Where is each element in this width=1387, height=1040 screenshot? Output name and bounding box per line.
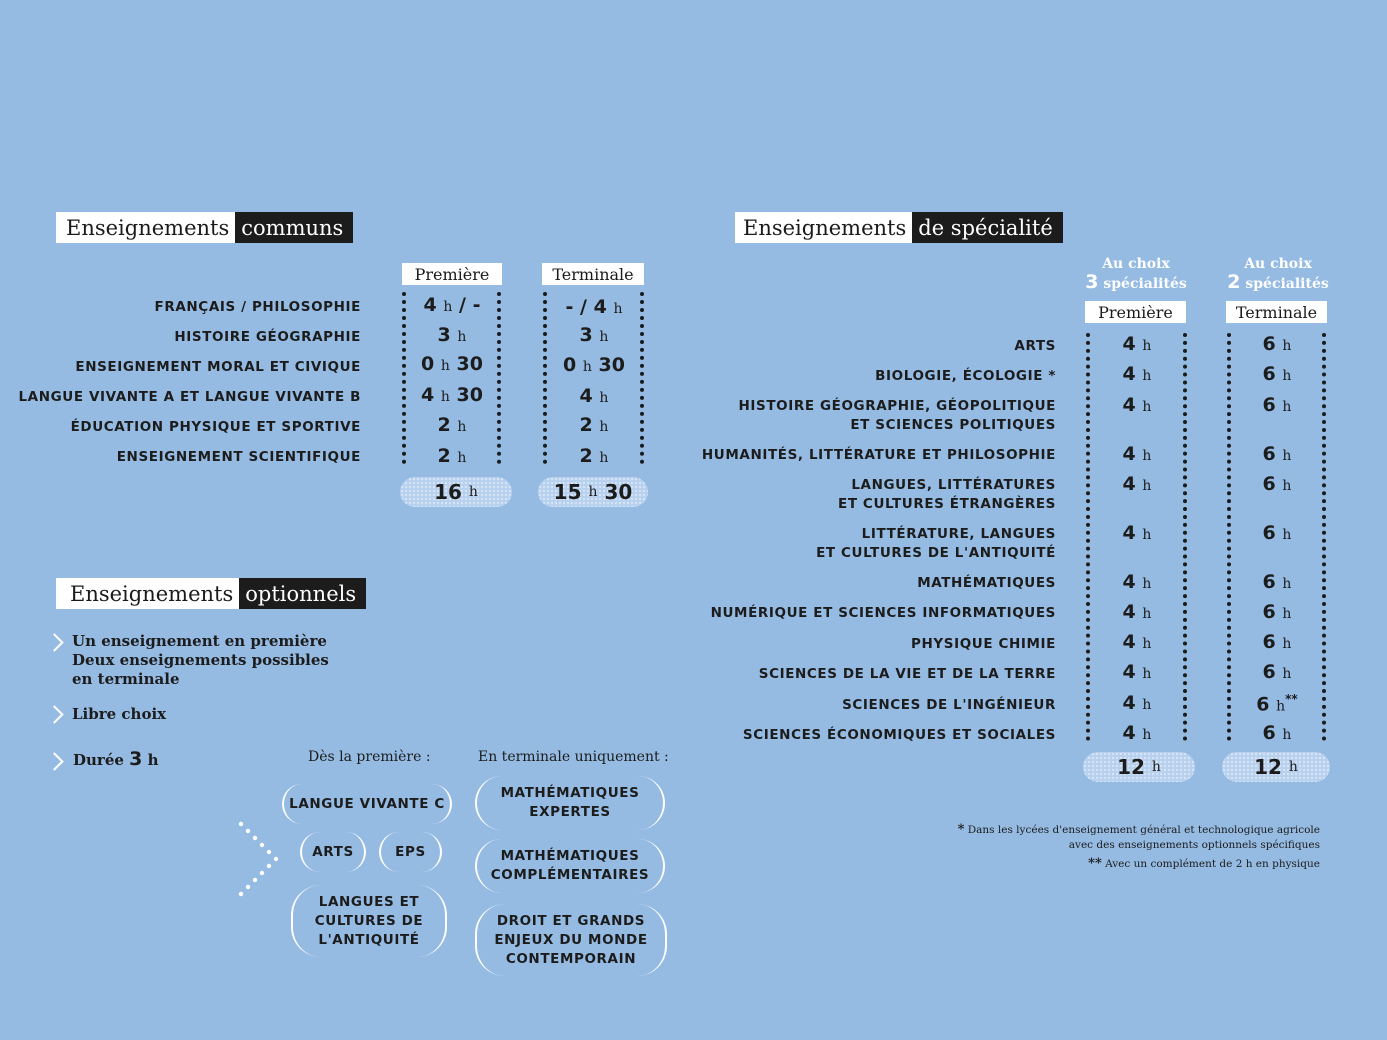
- communs-row-label: ENSEIGNEMENT SCIENTIFIQUE: [116, 449, 361, 465]
- specialite-row-premiere: 4 h: [1122, 692, 1152, 714]
- specialite-row-terminale: 6 h: [1262, 601, 1292, 623]
- specialite-row-terminale: 6 h: [1262, 473, 1292, 495]
- chevron-right-icon: [45, 705, 63, 723]
- specialite-row-premiere: 4 h: [1122, 522, 1152, 544]
- communs-row-label: HISTOIRE GÉOGRAPHIE: [174, 329, 361, 345]
- specialite-row-terminale: 6 h: [1262, 394, 1292, 416]
- communs-row-label: ÉDUCATION PHYSIQUE ET SPORTIVE: [70, 419, 361, 435]
- specialite-row-label: NUMÉRIQUE ET SCIENCES INFORMATIQUES: [710, 605, 1056, 621]
- communs-row-premiere: 3 h: [437, 324, 467, 346]
- communs-row-terminale: 2 h: [579, 414, 609, 436]
- option-mathematiques-expertes: MATHÉMATIQUES EXPERTES: [475, 776, 665, 830]
- communs-row-terminale: 2 h: [579, 445, 609, 467]
- communs-row-premiere: 2 h: [437, 414, 467, 436]
- specialite-row-terminale: 6 h: [1262, 363, 1292, 385]
- communs-heading: [56, 212, 353, 243]
- communs-col-premiere: Première: [402, 263, 502, 285]
- communs-row-label: ENSEIGNEMENT MORAL ET CIVIQUE: [75, 359, 361, 375]
- specialite-row-terminale: 6 h: [1262, 522, 1292, 544]
- specialite-row-label: SCIENCES DE L'INGÉNIEUR: [842, 697, 1056, 713]
- specialite-total-terminale: 12 h: [1222, 752, 1330, 782]
- communs-row-terminale: - / 4 h: [565, 296, 623, 318]
- des-premiere-caption: Dès la première :: [308, 749, 431, 765]
- optionnels-heading-white: Enseignements: [56, 578, 239, 609]
- communs-col-terminale: Terminale: [542, 263, 644, 285]
- specialite-heading: [735, 212, 1063, 243]
- specialite-row-premiere: 4 h: [1122, 601, 1152, 623]
- communs-row-label: LANGUE VIVANTE A ET LANGUE VIVANTE B: [18, 389, 361, 405]
- communs-row-terminale: 4 h: [579, 385, 609, 407]
- specialite-row-label: MATHÉMATIQUES: [917, 575, 1056, 591]
- footnote-1: * Dans les lycées d'enseignement général et technologique agricole avec des enseignements optionnels spécifiques: [957, 822, 1320, 851]
- specialite-row-label: SCIENCES DE LA VIE ET DE LA TERRE: [758, 666, 1056, 682]
- terminale-caption: En terminale uniquement :: [478, 749, 669, 765]
- communs-row-premiere: 0 h 30: [421, 353, 483, 375]
- communs-dots-p-left: [402, 292, 406, 464]
- specialite-row-premiere: 4 h: [1122, 473, 1152, 495]
- optionnels-heading-black: optionnels: [239, 578, 366, 609]
- communs-row-premiere: 4 h 30: [421, 384, 483, 406]
- option-droit-grands-enjeux: DROIT ET GRANDS ENJEUX DU MONDE CONTEMPORAIN: [475, 904, 667, 976]
- dotted-chevron-icon: [236, 818, 284, 898]
- specialite-row-premiere: 4 h: [1122, 571, 1152, 593]
- choice-premiere: Au choix 3 spécialités: [1085, 256, 1187, 293]
- option-eps: EPS: [379, 832, 442, 872]
- optionnels-bullet-1: Un enseignement en première Deux enseignements possibles en terminale: [72, 632, 329, 688]
- specialite-row-premiere: 4 h: [1122, 363, 1152, 385]
- specialite-row-premiere: 4 h: [1122, 333, 1152, 355]
- communs-dots-p-right: [497, 292, 501, 464]
- optionnels-bullet-2: Libre choix: [72, 705, 167, 723]
- specialite-total-premiere: 12 h: [1083, 752, 1195, 782]
- specialite-row-label: HISTOIRE GÉOGRAPHIE, GÉOPOLITIQUE ET SCIENCES POLITIQUES: [738, 398, 1056, 433]
- specialite-row-terminale: 6 h: [1262, 722, 1292, 744]
- communs-row-terminale: 3 h: [579, 324, 609, 346]
- specialite-row-terminale: 6 h: [1262, 631, 1292, 653]
- communs-row-label: FRANÇAIS / PHILOSOPHIE: [154, 299, 361, 315]
- specialite-row-label: LANGUES, LITTÉRATURES ET CULTURES ÉTRANGÈRES: [838, 477, 1056, 512]
- communs-row-terminale: 0 h 30: [563, 354, 625, 376]
- specialite-row-premiere: 4 h: [1122, 394, 1152, 416]
- option-arts: ARTS: [300, 832, 366, 872]
- communs-row-premiere: 4 h / -: [423, 294, 481, 316]
- specialite-heading-white: Enseignements: [735, 212, 912, 243]
- specialite-row-terminale: 6 h: [1262, 443, 1292, 465]
- specialite-row-label: PHYSIQUE CHIMIE: [911, 636, 1056, 652]
- specialite-row-label: HUMANITÉS, LITTÉRATURE ET PHILOSOPHIE: [701, 447, 1056, 463]
- specialite-heading-black: de spécialité: [912, 212, 1063, 243]
- chevron-right-icon: [45, 752, 63, 770]
- specialite-row-terminale: 6 h: [1262, 661, 1292, 683]
- specialite-row-premiere: 4 h: [1122, 661, 1152, 683]
- specialite-row-label: ARTS: [1014, 338, 1056, 354]
- specialite-row-label: BIOLOGIE, ÉCOLOGIE *: [875, 368, 1056, 384]
- specialite-row-terminale: 6 h: [1262, 333, 1292, 355]
- specialite-row-label: SCIENCES ÉCONOMIQUES ET SOCIALES: [742, 727, 1056, 743]
- specialite-row-premiere: 4 h: [1122, 722, 1152, 744]
- footnote-2: ** Avec un complément de 2 h en physique: [1088, 856, 1320, 871]
- option-mathematiques-complementaires: MATHÉMATIQUES COMPLÉMENTAIRES: [475, 839, 665, 893]
- specialite-row-label: LITTÉRATURE, LANGUES ET CULTURES DE L'ANTIQUITÉ: [816, 526, 1056, 561]
- communs-total-premiere: 16 h: [400, 477, 512, 507]
- communs-row-premiere: 2 h: [437, 445, 467, 467]
- option-langues-cultures-antiquite: LANGUES ET CULTURES DE L'ANTIQUITÉ: [291, 885, 447, 957]
- optionnels-heading: [56, 578, 366, 609]
- specialite-row-terminale: 6 h: [1262, 571, 1292, 593]
- option-langue-vivante-c: LANGUE VIVANTE C: [282, 784, 452, 824]
- communs-heading-white: Enseignements: [56, 212, 235, 243]
- choice-terminale: Au choix 2 spécialités: [1227, 256, 1329, 293]
- communs-total-terminale: 15 h 30: [538, 477, 648, 507]
- specialite-col-terminale: Terminale: [1226, 301, 1327, 323]
- communs-heading-black: communs: [235, 212, 353, 243]
- specialite-col-premiere: Première: [1085, 301, 1186, 323]
- chevron-right-icon: [45, 633, 63, 651]
- specialite-row-premiere: 4 h: [1122, 631, 1152, 653]
- specialite-row-terminale: 6 h**: [1256, 692, 1298, 716]
- specialite-row-premiere: 4 h: [1122, 443, 1152, 465]
- optionnels-duree: Durée 3 h: [73, 748, 159, 770]
